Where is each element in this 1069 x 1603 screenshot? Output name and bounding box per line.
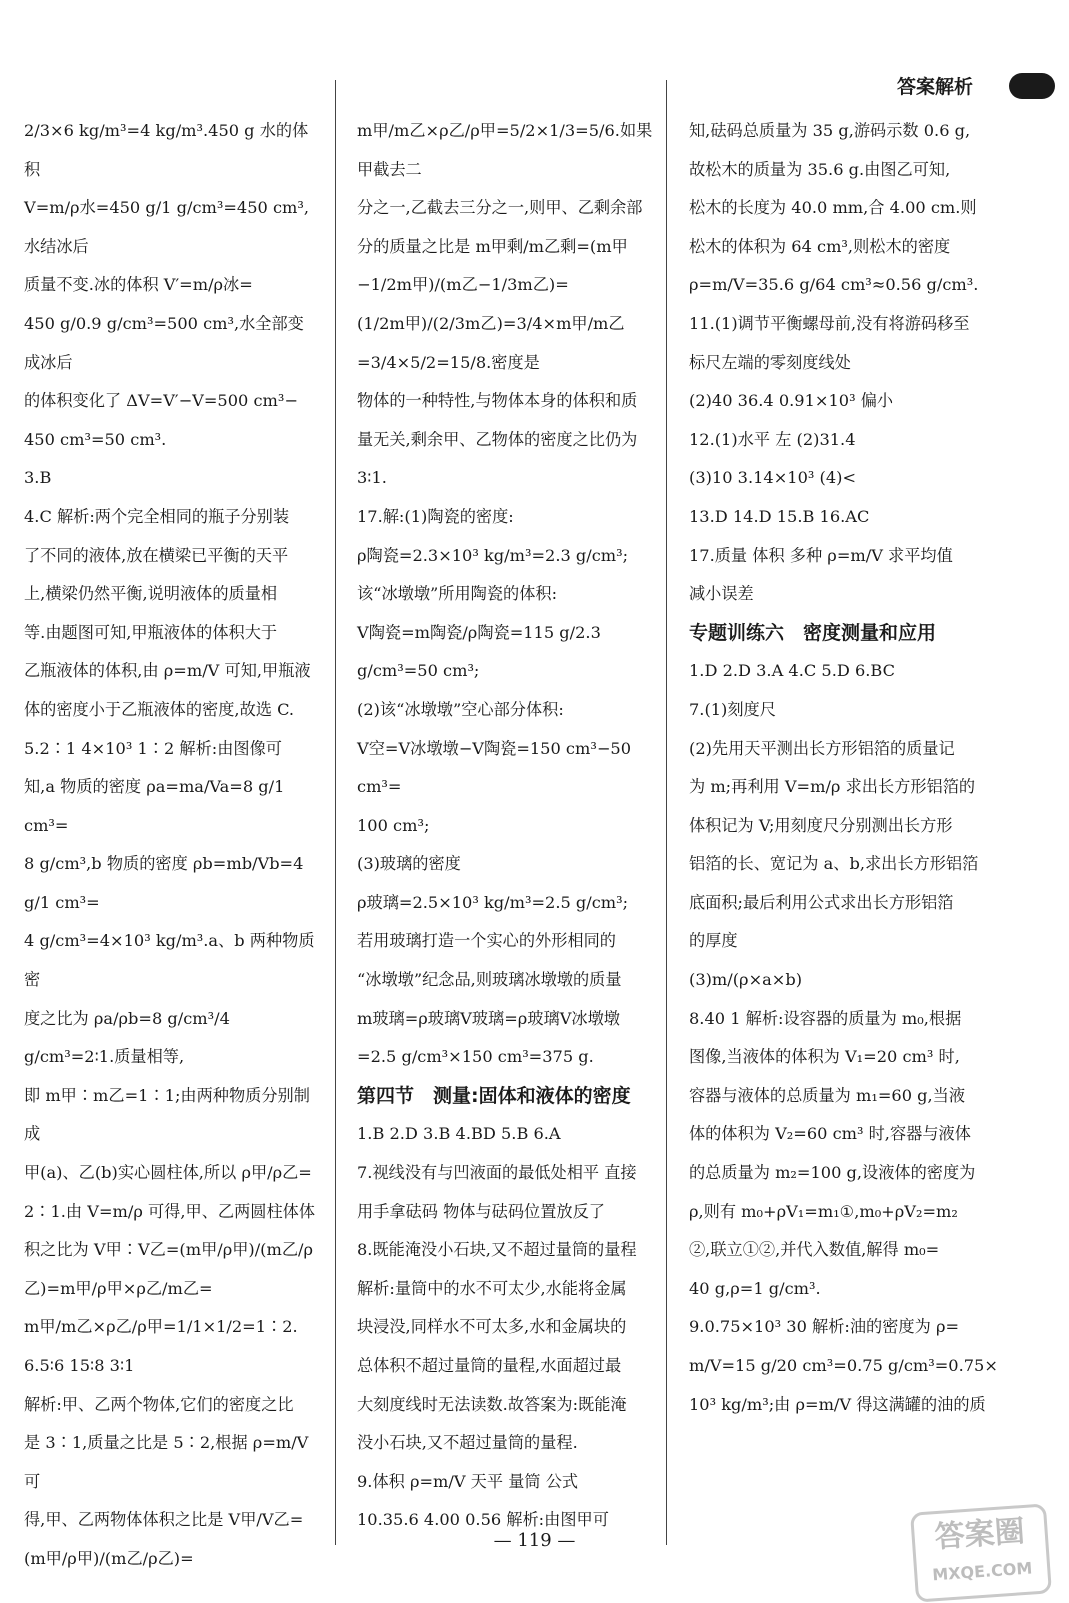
text-line: 3.B <box>24 468 52 488</box>
text-line: 松木的长度为 40.0 mm,合 4.00 cm.则 <box>689 198 977 218</box>
text-line: 体的密度小于乙瓶液体的密度,故选 C. <box>24 699 295 719</box>
text-line: m/V=15 g/20 cm³=0.75 g/cm³=0.75× <box>689 1356 998 1375</box>
text-line: (2)先用天平测出长方形铝箔的质量记 <box>689 738 955 758</box>
text-line: 底面积;最后利用公式求出长方形铝箔 <box>689 892 954 912</box>
text-line: 知,砝码总质量为 35 g,游码示数 0.6 g, <box>689 121 971 140</box>
text-line: 即 m甲∶m乙=1∶1;由两种物质分别制成 <box>24 1085 310 1144</box>
text-line: (1/2m甲)/(2/3m乙)=3/4×m甲/m乙=3/4×5/2=15/8.密度是 <box>357 313 625 372</box>
text-line: 1.D 2.D 3.A 4.C 5.D 6.BC <box>689 661 895 681</box>
text-line: 体积记为 V;用刻度尺分别测出长方形 <box>689 815 953 835</box>
text-line: 5.2∶1 4×10³ 1∶2 解析:由图像可 <box>24 738 282 758</box>
section-title: 专题训练六 密度测量和应用 <box>689 621 937 644</box>
text-line: 4.C 解析:两个完全相同的瓶子分别装 <box>24 506 290 526</box>
text-line: 10.35.6 4.00 0.56 解析:由图甲可 <box>357 1510 609 1530</box>
text-line: 40 g,ρ=1 g/cm³. <box>689 1278 821 1298</box>
text-line: 分之一,乙截去三分之一,则甲、乙剩余部 <box>357 198 643 218</box>
text-line: (3)玻璃的密度 <box>357 854 461 874</box>
column-3 <box>689 112 1003 1424</box>
text-line: 松木的体积为 64 cm³,则松木的密度 <box>689 236 951 256</box>
text-line: 积之比为 V甲∶V乙=(m甲/ρ甲)/(m乙/ρ乙)=m甲/ρ甲×ρ乙/m乙= <box>24 1240 314 1298</box>
text-line: 9.0.75×10³ 30 解析:油的密度为 ρ= <box>689 1317 960 1337</box>
text-line: 乙瓶液体的体积,由 ρ=m/V 可知,甲瓶液 <box>24 661 311 681</box>
text-line: “冰墩墩”纪念品,则玻璃冰墩墩的质量 <box>357 970 622 990</box>
section-title: 第四节 测量:固体和液体的密度 <box>357 1084 631 1107</box>
page-number: — 119 — <box>493 1530 576 1551</box>
column-1 <box>24 112 320 1579</box>
text-line: 等.由题图可知,甲瓶液体的体积大于 <box>24 622 278 642</box>
text-line: 13.D 14.D 15.B 16.AC <box>689 506 870 526</box>
text-line: ②,联立①②,并代入数值,解得 m₀= <box>689 1240 940 1260</box>
column-divider <box>666 80 667 1545</box>
text-line: ρ玻璃=2.5×10³ kg/m³=2.5 g/cm³; <box>357 892 629 912</box>
text-line: 12.(1)水平 左 (2)31.4 <box>689 429 856 449</box>
text-line: 7.(1)刻度尺 <box>689 699 776 719</box>
text-line: 450 g/0.9 g/cm³=500 cm³,水全部变成冰后 <box>24 313 304 372</box>
text-line: =2.5 g/cm³×150 cm³=375 g. <box>357 1047 594 1067</box>
text-line: 8.40 1 解析:设容器的质量为 m₀,根据 <box>689 1008 962 1028</box>
text-line: 没小石块,又不超过量筒的量程. <box>357 1433 578 1453</box>
text-line: 质量不变.冰的体积 V′=m/ρ冰= <box>24 275 253 295</box>
text-line: (2)该“冰墩墩”空心部分体积: <box>357 699 564 719</box>
text-line: 10³ kg/m³;由 ρ=m/V 得这满罐的油的质 <box>689 1394 986 1414</box>
text-line: 的总质量为 m₂=100 g,设液体的密度为 <box>689 1163 976 1183</box>
watermark-line2: MXQE.COM <box>931 1558 1033 1585</box>
text-line: ρ,则有 m₀+ρV₁=m₁①,m₀+ρV₂=m₂ <box>689 1201 958 1221</box>
text-line: 甲(a)、乙(b)实心圆柱体,所以 ρ甲/ρ乙= <box>24 1163 312 1183</box>
text-line: 该“冰墩墩”所用陶瓷的体积: <box>357 584 558 604</box>
text-line: 故松木的质量为 35.6 g.由图乙可知, <box>689 159 951 179</box>
text-line: 2/3×6 kg/m³=4 kg/m³.450 g 水的体积 <box>24 121 309 179</box>
text-line: V陶瓷=m陶瓷/ρ陶瓷=115 g/2.3 g/cm³=50 cm³; <box>357 622 601 681</box>
text-line: ρ=m/V=35.6 g/64 cm³≈0.56 g/cm³. <box>689 275 979 295</box>
text-line: 大刻度线时无法读数.故答案为:既能淹 <box>357 1394 627 1414</box>
text-line: 度之比为 ρa/ρb=8 g/cm³/4 g/cm³=2∶1.质量相等, <box>24 1008 230 1067</box>
text-line: V=m/ρ水=450 g/1 g/cm³=450 cm³,水结冰后 <box>24 198 310 256</box>
text-line: 了不同的液体,放在横梁已平衡的天平 <box>24 545 289 565</box>
text-line: 上,横梁仍然平衡,说明液体的质量相 <box>24 584 278 604</box>
text-line: m甲/m乙×ρ乙/ρ甲=5/2×1/3=5/6.如果甲截去二 <box>357 121 653 179</box>
header-title: 答案解析 <box>896 76 973 98</box>
text-line: V空=V冰墩墩−V陶瓷=150 cm³−50 cm³= <box>357 738 631 797</box>
watermark-logo <box>910 1503 1052 1602</box>
text-line: (3)m/(ρ×a×b) <box>689 970 803 990</box>
text-line: 17.解:(1)陶瓷的密度: <box>357 506 514 526</box>
text-line: 物体的一种特性,与物体本身的体积和质 <box>357 391 638 411</box>
text-line: 11.(1)调节平衡螺母前,没有将游码移至 <box>689 313 970 333</box>
text-line: 17.质量 体积 多种 ρ=m/V 求平均值 <box>689 545 953 565</box>
text-line: 4 g/cm³=4×10³ kg/m³.a、b 两种物质密 <box>24 931 315 990</box>
text-line: ρ陶瓷=2.3×10³ kg/m³=2.3 g/cm³; <box>357 545 629 565</box>
text-line: 体的体积为 V₂=60 cm³ 时,容器与液体 <box>689 1124 971 1144</box>
text-line: 解析:量筒中的水不可太少,水能将金属 <box>357 1278 627 1298</box>
text-line: 铝箔的长、宽记为 a、b,求出长方形铝箔 <box>689 854 979 874</box>
text-line: 分的质量之比是 m甲剩/m乙剩=(m甲−1/2m甲)/(m乙−1/3m乙)= <box>357 236 628 295</box>
text-line: 标尺左端的零刻度线处 <box>689 352 851 372</box>
text-line: 用手拿砝码 物体与砝码位置放反了 <box>357 1201 605 1221</box>
text-line: 容器与液体的总质量为 m₁=60 g,当液 <box>689 1085 966 1105</box>
text-line: 得,甲、乙两物体体积之比是 V甲/V乙=(m甲/ρ甲)/(m乙/ρ乙)= <box>24 1510 304 1568</box>
text-line: 8 g/cm³,b 物质的密度 ρb=mb/Vb=4 g/1 cm³= <box>24 854 304 912</box>
text-line: 若用玻璃打造一个实心的外形相同的 <box>357 931 616 951</box>
text-line: 量无关,剩余甲、乙物体的密度之比仍为 <box>357 429 638 449</box>
text-line: 8.既能淹没小石块,又不超过量筒的量程 <box>357 1240 637 1260</box>
text-line: (2)40 36.4 0.91×10³ 偏小 <box>689 391 894 411</box>
text-line: 总体积不超过量筒的量程,水面超过最 <box>357 1356 622 1375</box>
text-line: m玻璃=ρ玻璃V玻璃=ρ玻璃V冰墩墩 <box>357 1008 620 1028</box>
text-line: 减小误差 <box>689 584 754 604</box>
header-pill-decoration <box>1009 73 1055 99</box>
text-line: (3)10 3.14×10³ (4)< <box>689 468 857 488</box>
watermark-line1: 答案圈 <box>933 1513 1026 1556</box>
text-line: 2∶1.由 V=m/ρ 可得,甲、乙两圆柱体体 <box>24 1201 316 1221</box>
text-line: 100 cm³; <box>357 815 430 835</box>
text-line: 知,a 物质的密度 ρa=ma/Va=8 g/1 cm³= <box>24 777 285 835</box>
text-line: 的体积变化了 ΔV=V′−V=500 cm³− <box>24 391 298 411</box>
text-line: 7.视线没有与凹液面的最低处相平 直接 <box>357 1163 637 1183</box>
text-line: 图像,当液体的体积为 V₁=20 cm³ 时, <box>689 1047 960 1067</box>
text-line: 1.B 2.D 3.B 4.BD 5.B 6.A <box>357 1124 561 1144</box>
text-line: m甲/m乙×ρ乙/ρ甲=1/1×1/2=1∶2. <box>24 1317 298 1337</box>
text-line: 9.体积 ρ=m/V 天平 量筒 公式 <box>357 1471 579 1491</box>
text-line: 450 cm³=50 cm³. <box>24 429 167 449</box>
text-line: 的厚度 <box>689 931 738 951</box>
text-line: 块浸没,同样水不可太多,水和金属块的 <box>357 1317 627 1337</box>
header-tag <box>897 72 1029 99</box>
text-line: 为 m;再利用 V=m/ρ 求出长方形铝箔的 <box>689 777 976 797</box>
column-2 <box>357 112 657 1540</box>
column-divider <box>335 80 336 1545</box>
text-line: 3∶1. <box>357 468 387 488</box>
text-line: 是 3∶1,质量之比是 5∶2,根据 ρ=m/V 可 <box>24 1433 309 1491</box>
text-line: 解析:甲、乙两个物体,它们的密度之比 <box>24 1394 294 1414</box>
text-line: 6.5∶6 15∶8 3∶1 <box>24 1356 135 1375</box>
